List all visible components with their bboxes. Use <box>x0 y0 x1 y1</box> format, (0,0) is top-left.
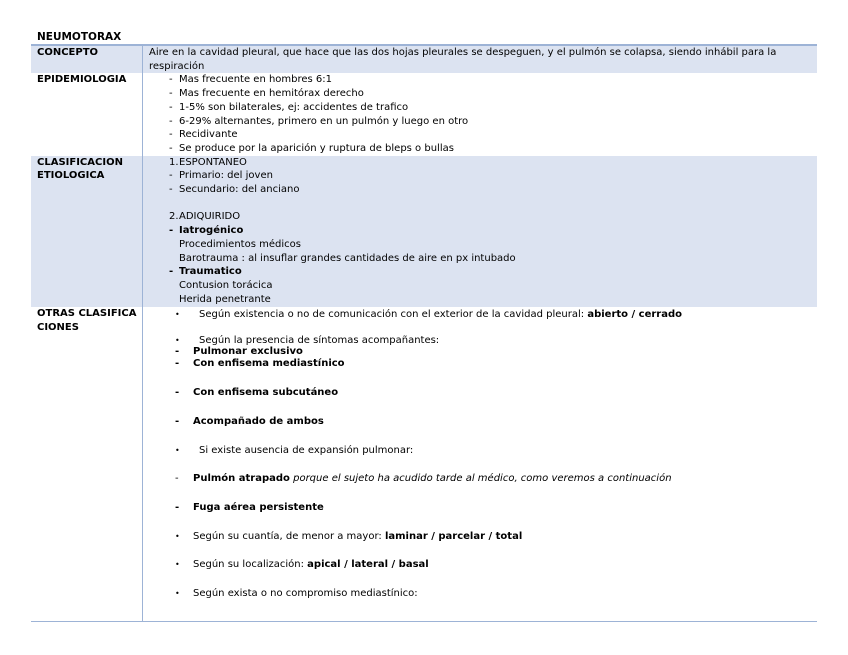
epidemiologia-list <box>143 73 818 155</box>
list-item-iatrogenico: - Iatrogénico <box>169 225 244 237</box>
row-otras <box>31 307 817 622</box>
row-concepto <box>31 45 817 73</box>
list-item: - Acompañado de ambos <box>175 415 324 427</box>
list-item: - 1-5% son bilaterales, ej: accidentes de trafico <box>169 101 409 113</box>
list-item: Procedimientos médicos <box>179 238 301 250</box>
list-item-traumatico: - Traumatico <box>169 266 242 278</box>
row-clasificacion <box>31 156 817 308</box>
list-item: • Si existe ausencia de expansión pulmonar: <box>175 444 414 456</box>
list-item-adquirido: 2. ADIQUIRIDO <box>169 211 241 223</box>
list-item: - Con enfisema mediastínico <box>175 358 345 370</box>
list-item-espontaneo: 1. ESPONTANEO <box>169 156 247 168</box>
list-item: - Fuga aérea persistente <box>175 501 324 513</box>
label-otras: OTRAS CLASIFICACIONES <box>31 307 143 622</box>
list-item: Herida penetrante <box>179 293 271 305</box>
label-concepto: CONCEPTO <box>31 45 143 73</box>
list-item: • Según existencia o no de comunicación con el exterior de la cavidad pleural: abierto / cerrado <box>175 309 682 321</box>
list-item: • Según la presencia de síntomas acompañantes: <box>175 335 440 347</box>
list-item: - Se produce por la aparición y ruptura de bleps o bullas <box>169 142 454 154</box>
list-item: • Según su cuantía, de menor a mayor: laminar / parcelar / total <box>175 530 523 542</box>
list-item: • Según su localización: apical / lateral / basal <box>175 559 429 571</box>
list-item: • Según exista o no compromiso mediastínico: <box>175 588 418 600</box>
list-item: - Pulmón atrapado porque el sujeto ha acudido tarde al médico, como veremos a continuación <box>175 473 672 485</box>
list-item: - Secundario: del anciano <box>169 184 300 196</box>
label-clasificacion: CLASIFICACION ETIOLOGICA <box>31 156 143 308</box>
otras-list <box>143 307 818 622</box>
list-item: - Mas frecuente en hemitórax derecho <box>169 88 364 100</box>
list-item: - Con enfisema subcutáneo <box>175 387 339 399</box>
list-item: Contusion torácica <box>179 279 273 291</box>
neumotorax-table <box>31 44 817 622</box>
row-epidemiologia <box>31 73 817 155</box>
list-item: - Primario: del joven <box>169 170 273 182</box>
list-item: Barotrauma : al insuflar grandes cantidades de aire en px intubado <box>179 252 516 264</box>
list-item: - Pulmonar exclusivo <box>175 345 303 357</box>
label-epidemiologia: EPIDEMIOLOGIA <box>31 73 143 155</box>
list-item: - Recidivante <box>169 129 238 141</box>
clasificacion-list <box>143 156 818 308</box>
list-item: - Mas frecuente en hombres 6:1 <box>169 74 333 86</box>
list-item: - 6-29% alternantes, primero en un pulmón y luego en otro <box>169 115 469 127</box>
document-title: NEUMOTORAX <box>37 31 122 43</box>
concepto-text: Aire en la cavidad pleural, que hace que las dos hojas pleurales se despeguen, y el pulmón se colapsa, siendo inhábil para la respiración <box>143 45 818 73</box>
